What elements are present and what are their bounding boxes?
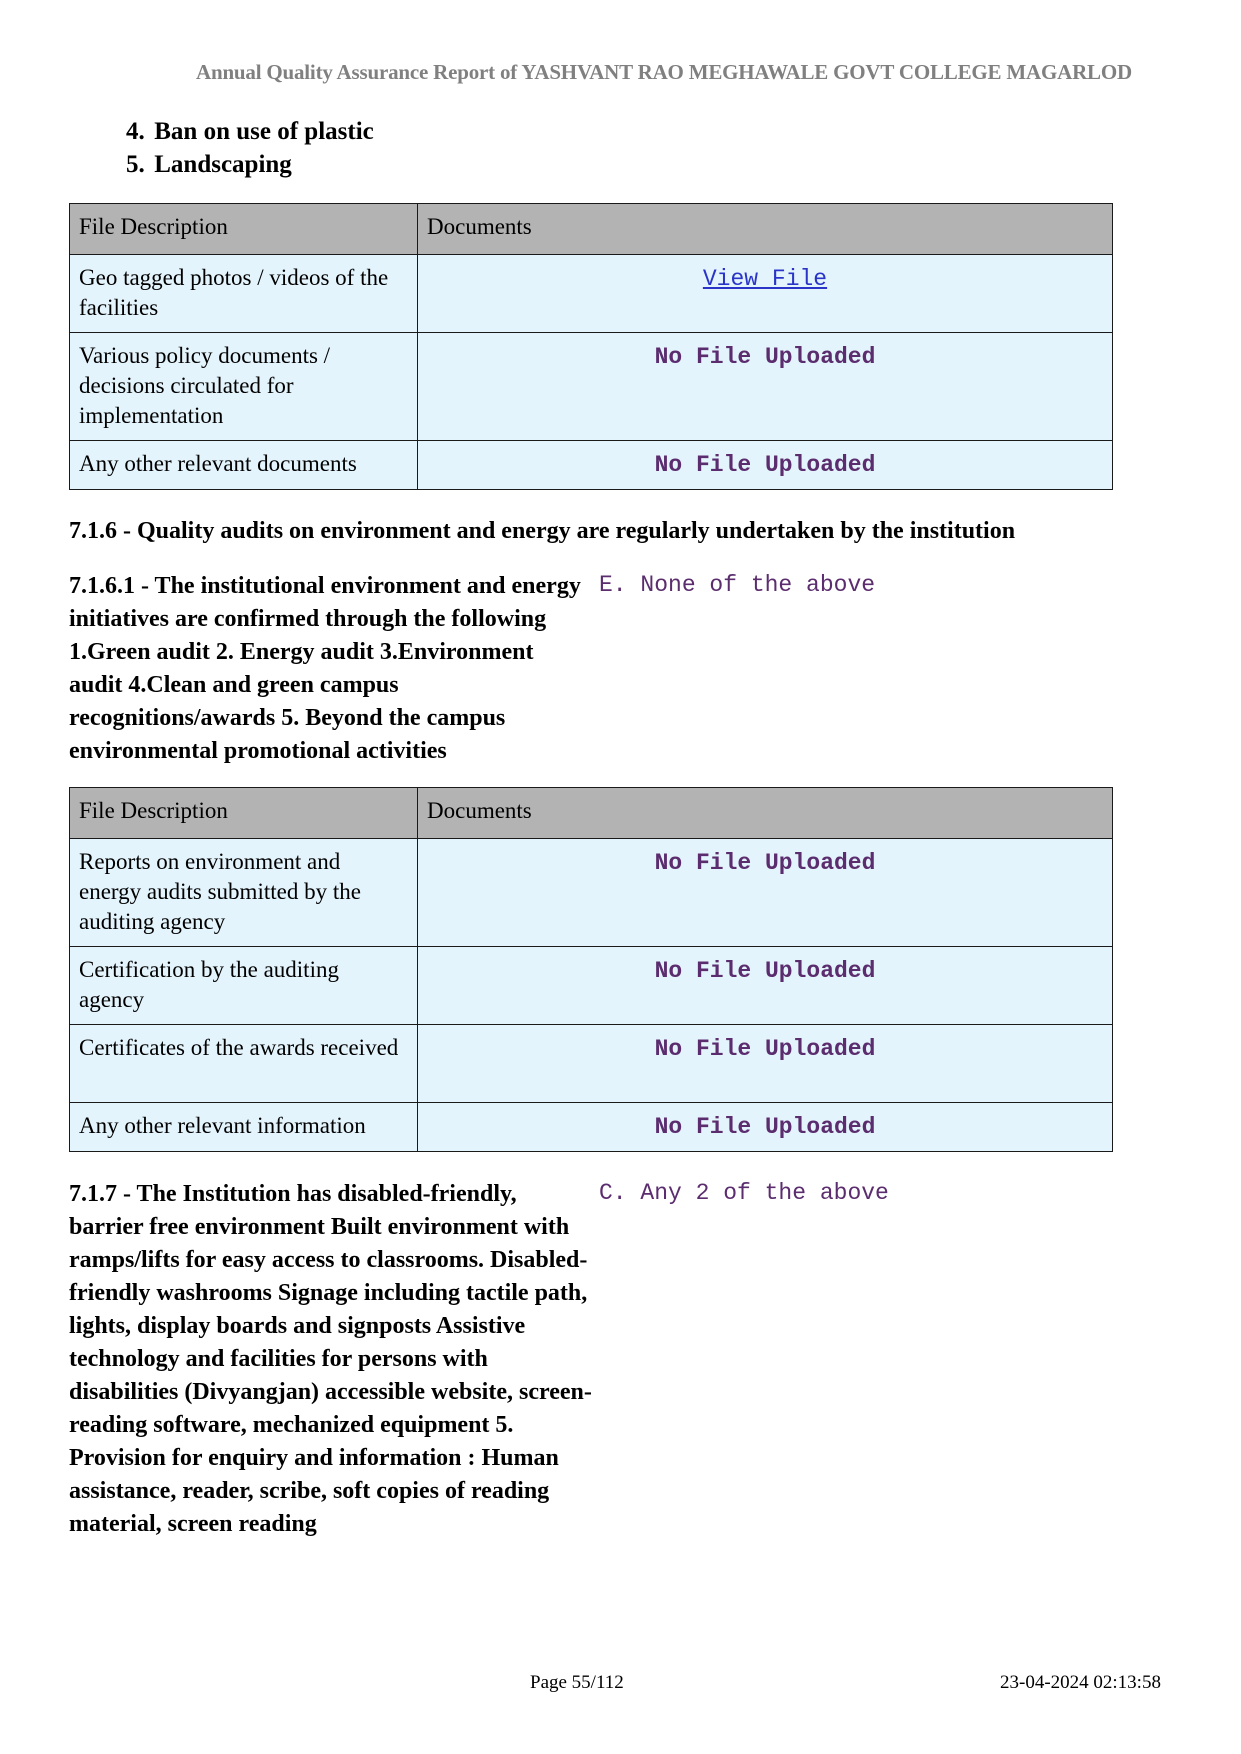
column-header-file-description: File Description xyxy=(70,788,418,839)
document-cell xyxy=(418,333,1113,441)
document-cell xyxy=(418,947,1113,1025)
document-cell xyxy=(418,255,1113,333)
file-description-cell: Any other relevant information xyxy=(70,1103,418,1152)
list-number: 5. xyxy=(126,151,145,178)
no-file-status: No File Uploaded xyxy=(654,1114,876,1140)
answer-7-1-6-1: E. None of the above xyxy=(599,572,876,598)
no-file-status: No File Uploaded xyxy=(654,850,876,876)
column-header-file-description: File Description xyxy=(70,204,418,255)
column-header-documents: Documents xyxy=(418,788,1113,839)
document-cell xyxy=(418,441,1113,490)
generated-timestamp: 23-04-2024 02:13:58 xyxy=(1000,1672,1161,1693)
table-row xyxy=(70,839,1113,947)
file-description-cell: Reports on environment and energy audits submitted by the auditing agency xyxy=(70,839,418,947)
page-number: Page 55/112 xyxy=(530,1672,624,1693)
report-header-title: Annual Quality Assurance Report of YASHVANT RAO MEGHAWALE GOVT COLLEGE MAGARLOD xyxy=(196,60,1132,84)
file-description-cell: Certificates of the awards received xyxy=(70,1025,418,1103)
document-cell xyxy=(418,1103,1113,1152)
no-file-status: No File Uploaded xyxy=(654,958,876,984)
table-row xyxy=(70,255,1113,333)
list-item-ban-plastic xyxy=(126,118,374,146)
file-description-cell: Any other relevant documents xyxy=(70,441,418,490)
list-text: Ban on use of plastic xyxy=(154,118,374,145)
file-description-cell: Geo tagged photos / videos of the facilities xyxy=(70,255,418,333)
table-header-row xyxy=(70,204,1113,255)
question-7-1-7: 7.1.7 - The Institution has disabled-friendly, barrier free environment Built environment with ramps/lifts for easy access to classrooms. Disabled-friendly washrooms Signage including tactile path, lights, display boards and signposts Assistive technology and facilities for persons with disabilities (Divyangjan) accessible website, screen-reading software, mechanized equipment 5. Provision for enquiry and information : Human assistance, reader, scribe, soft copies of reading material, screen reading xyxy=(69,1181,592,1537)
document-cell xyxy=(418,1025,1113,1103)
section-heading-7-1-6: 7.1.6 - Quality audits on environment and energy are regularly undertaken by the institution xyxy=(69,518,1016,544)
file-description-cell: Various policy documents / decisions circulated for implementation xyxy=(70,333,418,441)
file-table-audits xyxy=(69,787,1113,1152)
table-row xyxy=(70,333,1113,441)
file-description-cell: Certification by the auditing agency xyxy=(70,947,418,1025)
table-header-row xyxy=(70,788,1113,839)
table-row xyxy=(70,1103,1113,1152)
question-7-1-6-1: 7.1.6.1 - The institutional environment and energy initiatives are confirmed through the following 1.Green audit 2. Energy audit 3.Environment audit 4.Clean and green campus recognitions/awards 5. Beyond the campus environmental promotional activities xyxy=(69,573,581,764)
no-file-status: No File Uploaded xyxy=(654,452,876,478)
table-row xyxy=(70,947,1113,1025)
column-header-documents: Documents xyxy=(418,204,1113,255)
list-number: 4. xyxy=(126,118,145,145)
file-table-facilities xyxy=(69,203,1113,490)
view-file-link[interactable]: View File xyxy=(702,266,828,292)
no-file-status: No File Uploaded xyxy=(654,1036,876,1062)
table-row xyxy=(70,1025,1113,1103)
no-file-status: No File Uploaded xyxy=(654,344,876,370)
list-item-landscaping xyxy=(126,151,292,179)
table-row xyxy=(70,441,1113,490)
answer-7-1-7: C. Any 2 of the above xyxy=(599,1180,889,1206)
list-text: Landscaping xyxy=(154,151,292,178)
document-cell xyxy=(418,839,1113,947)
